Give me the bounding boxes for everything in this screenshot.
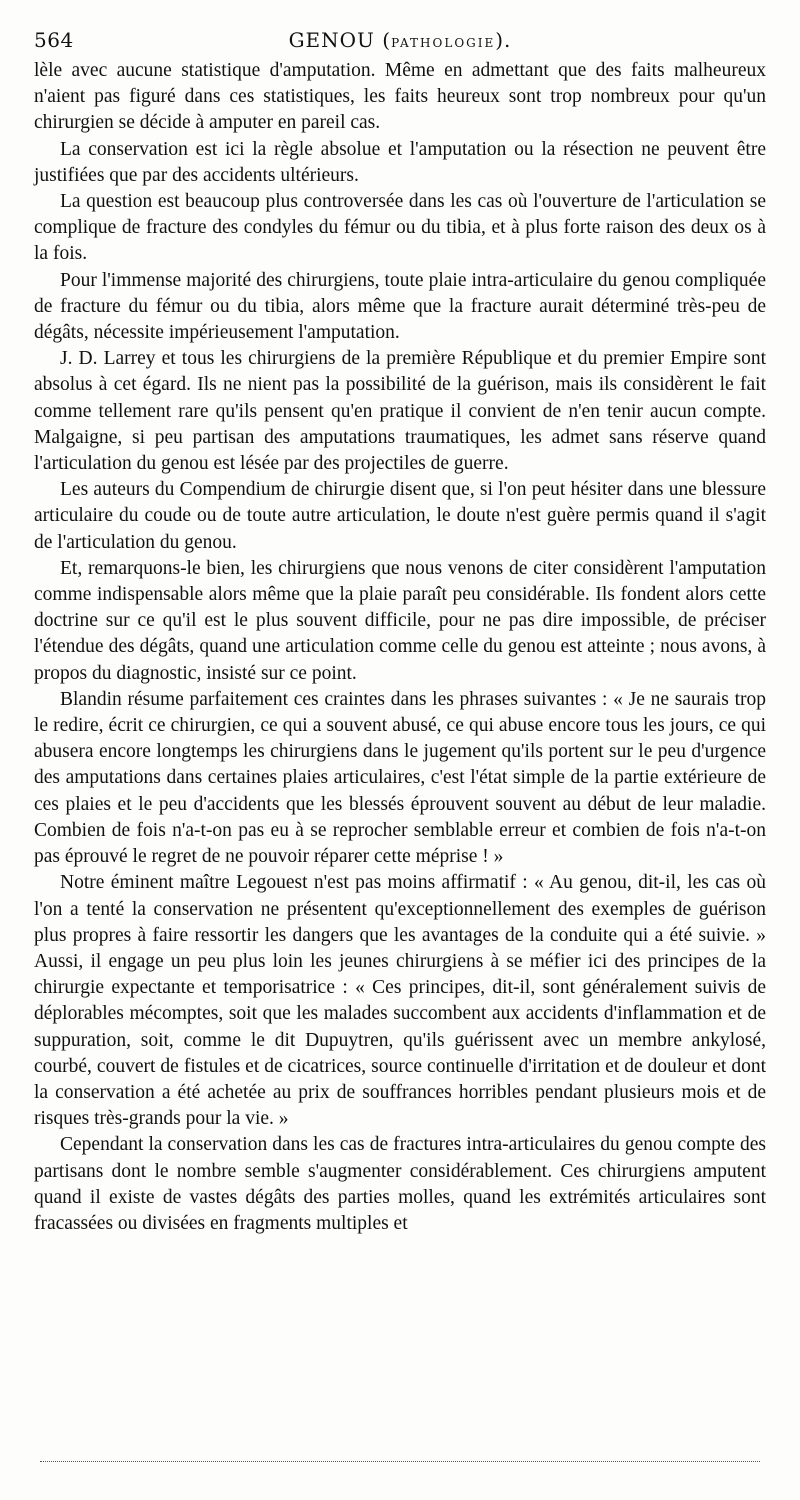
paragraph: Blandin résume parfaitement ces craintes dans les phrases suivantes : « Je ne saurais trop le redire, écrit ce chirurgien, ce qui a souvent abusé, ce qui abuse encore tous les jours, ce qui abusera encore longtemps les chirurgiens dans le jugement qu'ils portent sur le peu d'urgence des amputations dans certaines plaies articulaires, c'est l'état simple de la partie extérieure de ces plaies et le peu d'accidents que les blessés éprouvent souvent au début de leur maladie. Combien de fois n'a-t-on pas eu à se reprocher semblable erreur et combien de fois n'a-t-on pas éprouvé le regret de ne pouvoir réparer cette méprise ! » <box>34 688 766 868</box>
running-title <box>34 28 766 52</box>
paragraph: La conservation est ici la règle absolue et l'amputation ou la résection ne peuvent être justifiées que par des accidents ultérieurs. <box>34 138 766 186</box>
paragraph: Cependant la conservation dans les cas de fractures intra-articulaires du genou compte des partisans dont le nombre semble s'augmenter considérablement. Ces chirurgiens amputent quand il existe de vastes dégâts des parties molles, quand les extrémités articulaires sont fracassées ou divisées en fragments multiples et <box>34 1134 766 1234</box>
footer-rule <box>40 1461 760 1462</box>
paragraph: Et, remarquons-le bien, les chirurgiens que nous venons de citer considèrent l'amputation comme indispensable alors même que la plaie paraît peu considérable. Ils fondent alors cette doctrine sur ce qu'il est le plus souvent difficile, pour ne pas dire impossible, de préciser l'étendue des dégâts, quand une articulation comme celle du genou est atteinte ; nous avons, à propos du diagnostic, insisté sur ce point. <box>34 557 766 684</box>
running-header <box>34 22 766 52</box>
page-number: 564 <box>34 28 74 52</box>
paragraph: J. D. Larrey et tous les chirurgiens de la première République et du premier Empire sont absolus à cet égard. Ils ne nient pas la possibilité de la guérison, mais ils considèrent le fait comme tellement rare qu'ils pensent qu'en pratique il convient de n'en tenir aucun compte. Malgaigne, si peu partisan des amputations traumatiques, les admet sans réserve quand l'articulation du genou est lésée par des projectiles de guerre. <box>34 348 766 475</box>
paragraph: La question est beaucoup plus controversée dans les cas où l'ouverture de l'articulation se complique de fracture des condyles du fémur ou du tibia, et à plus forte raison des deux os à la fois. <box>34 191 766 265</box>
paragraph: lèle avec aucune statistique d'amputation. Même en admettant que des faits malheureux n'aient pas figuré dans ces statistiques, les faits heureux sont trop nombreux pour qu'un chirurgien se décide à amputer en pareil cas. <box>34 60 766 134</box>
body-text <box>34 58 766 1237</box>
running-title-main: GENOU <box>288 28 375 52</box>
paragraph: Les auteurs du Compendium de chirurgie disent que, si l'on peut hésiter dans une blessure articulaire du coude ou de toute autre articulation, le doute n'est guère permis quand il s'agit de l'articulation du genou. <box>34 479 766 553</box>
running-title-sub: (PATHOLOGIE). <box>382 28 512 52</box>
paragraph: Notre éminent maître Legouest n'est pas moins affirmatif : « Au genou, dit-il, les cas où l'on a tenté la conservation ne présentent qu'exceptionnellement des exemples de guérison plus propres à faire ressortir les dangers que les avantages de la conduite qui a été suivie. » Aussi, il engage un peu plus loin les jeunes chirurgiens à se méfier ici des principes de la chirurgie expectante et temporisatrice : « Ces principes, dit-il, sont généralement suivis de déplorables mécomptes, soit que les malades succombent aux accidents d'inflammation et de suppuration, soit, comme le dit Dupuytren, qu'ils guérissent avec un membre ankylosé, courbé, couvert de fistules et de cicatrices, source continuelle d'irritation et de douleur et dont la conservation a été achetée au prix de souffrances horribles pendant plusieurs mois et de risques très-grands pour la vie. » <box>34 872 766 1130</box>
paragraph: Pour l'immense majorité des chirurgiens, toute plaie intra-articulaire du genou compliquée de fracture du fémur ou du tibia, alors même que la fracture aurait déterminé très-peu de dégâts, nécessite impérieusement l'amputation. <box>34 269 766 344</box>
